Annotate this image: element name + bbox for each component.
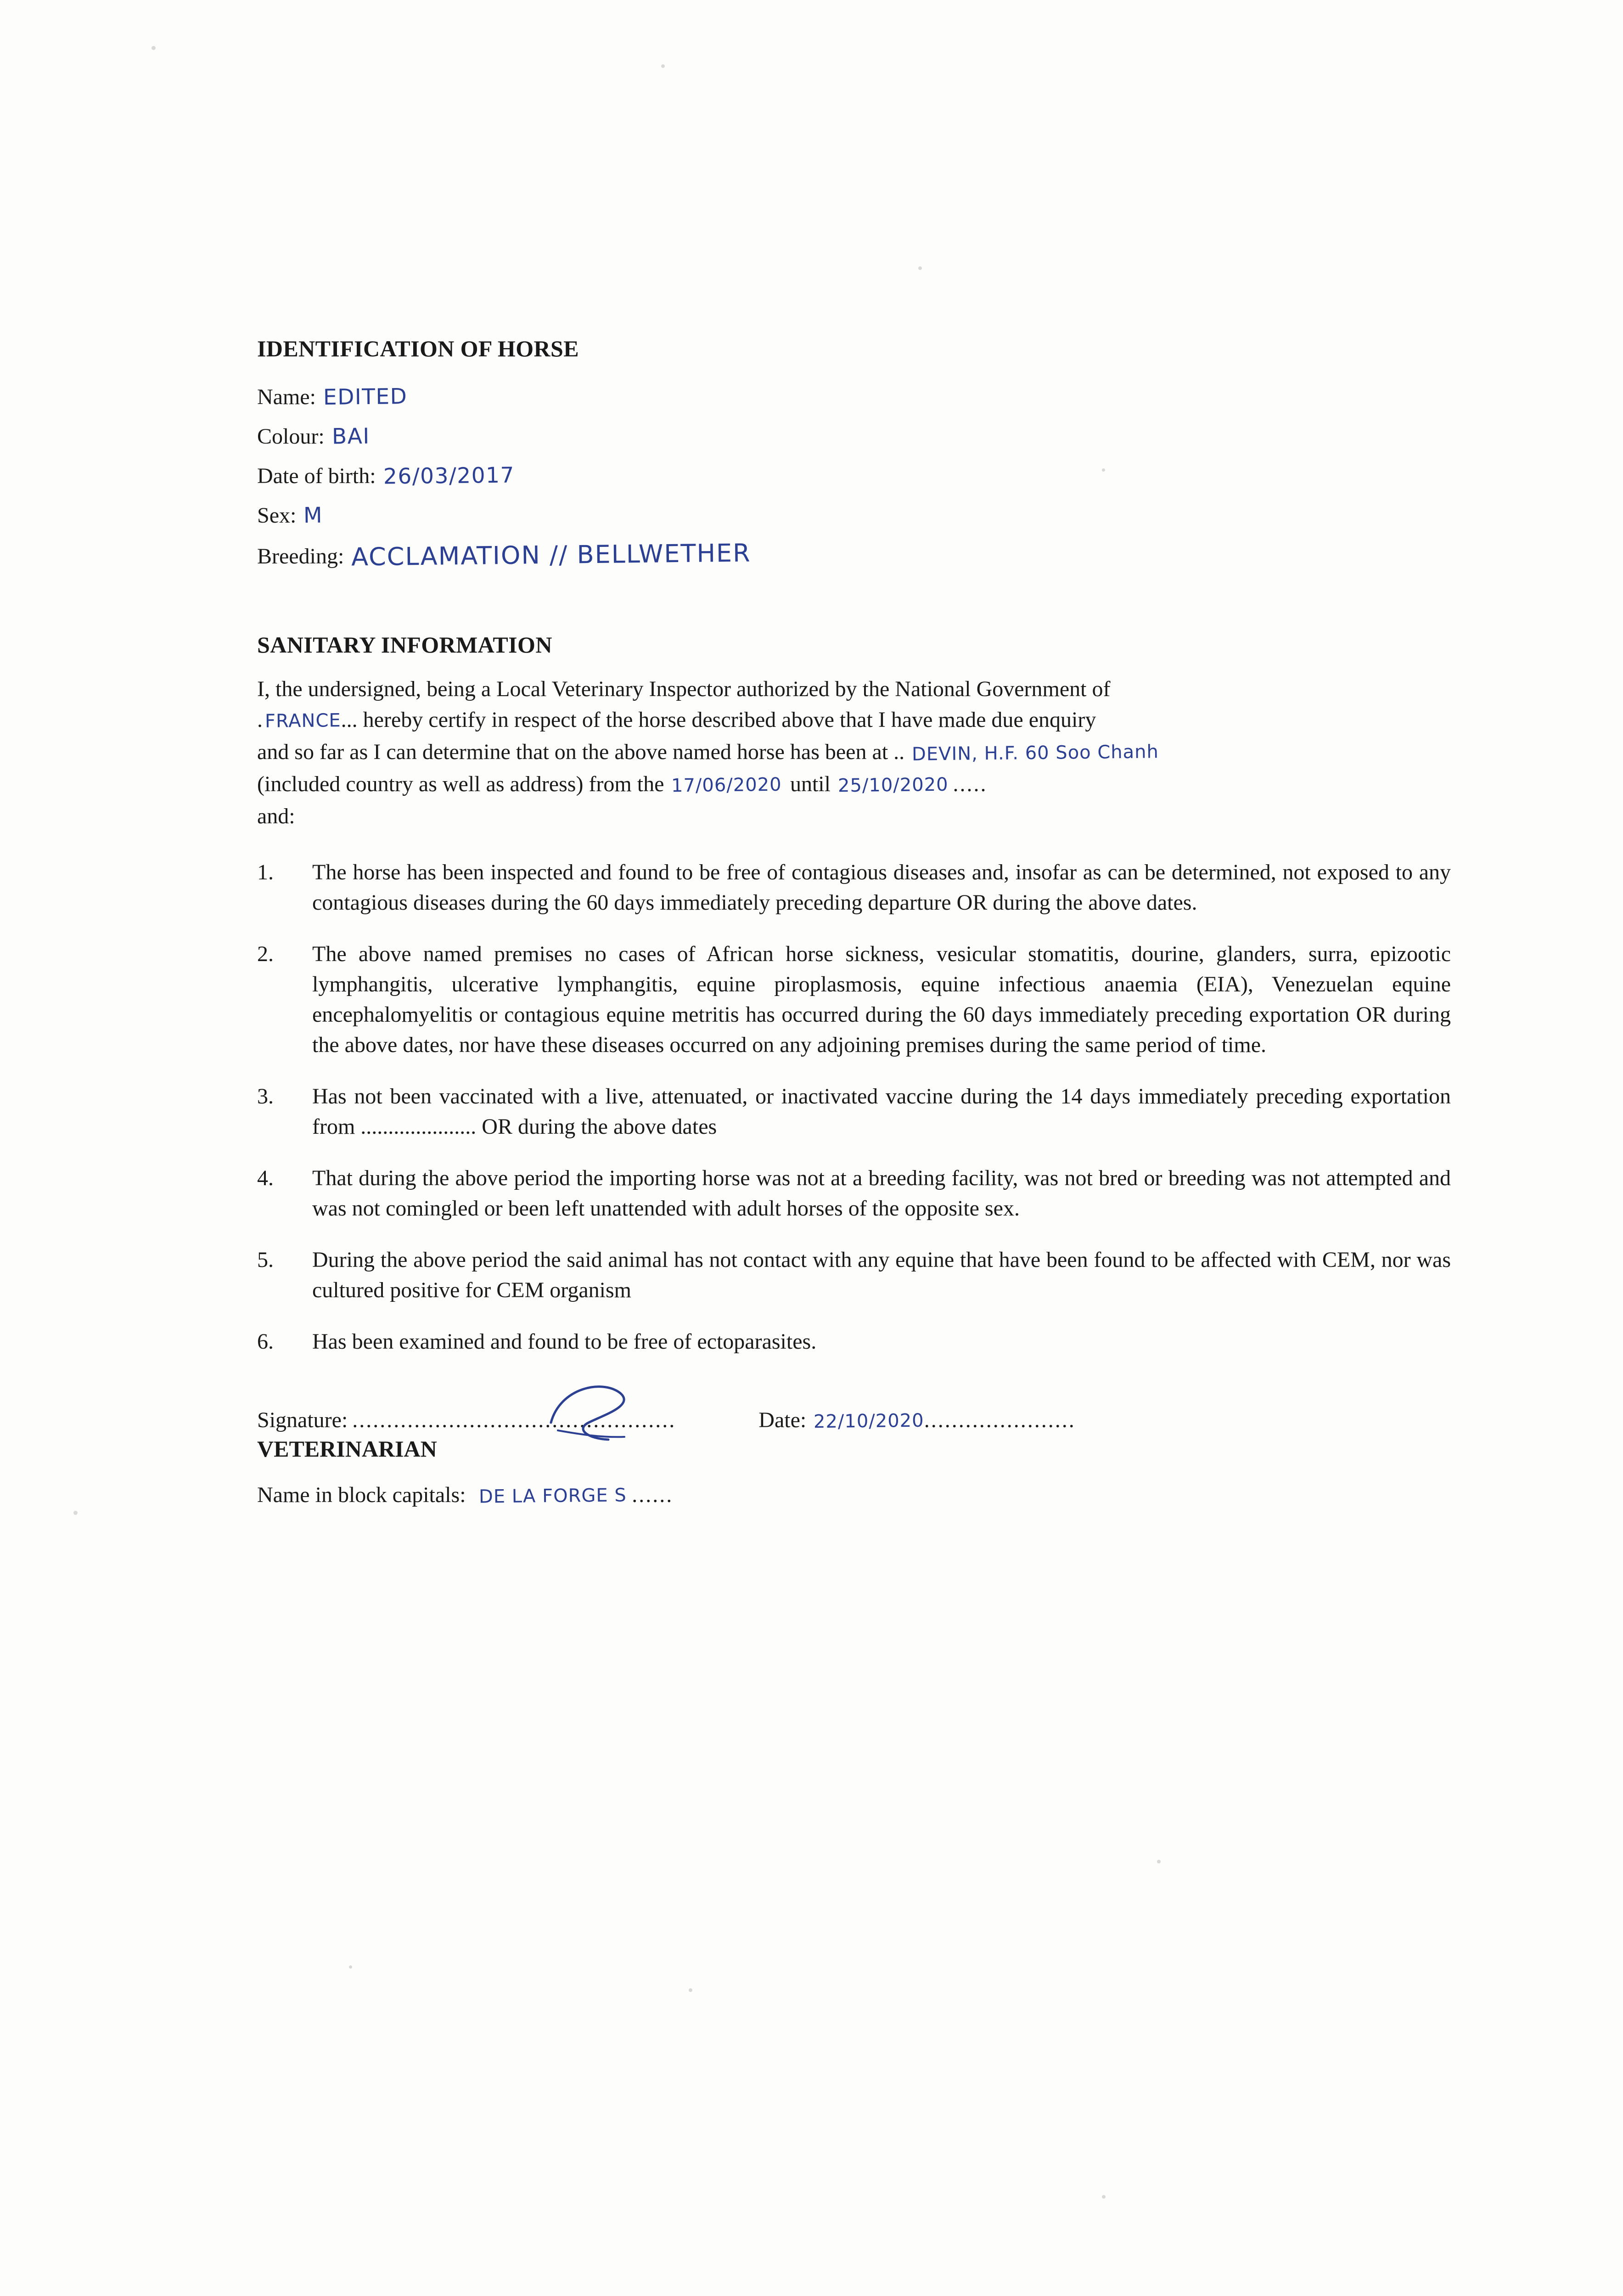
scan-speck (152, 46, 156, 50)
field-breeding-value: ACCLAMATION // BELLWETHER (351, 538, 752, 572)
sanitary-paragraph (257, 674, 1451, 832)
field-breeding (257, 535, 1451, 576)
name-in-block-capitals-row (257, 1482, 1451, 1508)
identification-heading: IDENTIFICATION OF HORSE (257, 336, 579, 361)
sanitary-line-3 (257, 737, 1451, 769)
clause-item (257, 1163, 1451, 1224)
sanitary-and-label: and: (257, 804, 295, 828)
sanitary-line-1 (257, 674, 1451, 704)
sanitary-line-2 (257, 704, 1451, 737)
sanitary-line-5 (257, 801, 1451, 832)
clause-item (257, 857, 1451, 918)
field-date-of-birth (257, 456, 1451, 496)
clause-item (257, 939, 1451, 1060)
field-name-value: EDITED (323, 384, 408, 410)
field-date-of-birth-value: 26/03/2017 (383, 462, 515, 490)
sanitary-line-4-text: (included country as well as address) from the (257, 772, 664, 796)
clause-item (257, 1245, 1451, 1306)
sanitary-heading: SANITARY INFORMATION (257, 632, 552, 658)
date-value: 22/10/2020 (814, 1410, 925, 1433)
field-sex-label: Sex: (257, 503, 297, 528)
name-in-block-capitals-dots: ...... (632, 1483, 674, 1507)
clause-number: 3. (257, 1084, 274, 1109)
clause-text: The above named premises no cases of African horse sickness, vesicular stomatitis, dourine, glanders, surra, epizootic lymphangitis, ulcerative lymphangitis, equine piroplasmosis, equine infectious anaemia (EIA), Venezuelan equine encephalomyelitis or contagious equine metritis has occurred during the 60 days immediately preceding exportation OR during the above dates, nor have these diseases occurred on any adjoining premises during the same period of time. (312, 942, 1451, 1057)
clause-number: 1. (257, 860, 274, 884)
sanitary-date-until: 25/10/2020 (837, 774, 949, 797)
field-name (257, 377, 1451, 417)
sanitary-country-value: FRANCE (264, 710, 341, 732)
clause-text: Has not been vaccinated with a live, attenuated, or inactivated vaccine during the 14 days immediately preceding exportation from ..................... OR during the above dates (312, 1084, 1451, 1139)
name-in-block-capitals-label: Name in block capitals: (257, 1483, 466, 1507)
sanitary-line-4 (257, 769, 1451, 801)
clause-text: That during the above period the importing horse was not at a breeding facility, was not bred or breeding was not attempted and was not comingled or been left unattended with adult horses of the opposite sex. (312, 1166, 1451, 1221)
field-colour-label: Colour: (257, 424, 325, 449)
signature-line (257, 1407, 1451, 1433)
clause-text: Has been examined and found to be free of ectoparasites. (312, 1329, 817, 1354)
signature-block (257, 1407, 1451, 1508)
field-colour (257, 417, 1451, 456)
sanitary-trailing-dots: ..... (953, 772, 988, 796)
clause-number: 4. (257, 1166, 274, 1190)
sanitary-premises-value: DEVIN, H.F. 60 Soo Chanh (911, 741, 1159, 765)
signature-dots: ............................................... (352, 1408, 676, 1432)
form-body (257, 335, 1451, 1508)
scan-speck (661, 64, 665, 68)
field-sex (257, 496, 1451, 535)
field-breeding-label: Breeding: (257, 544, 344, 568)
clause-item (257, 1327, 1451, 1357)
field-date-of-birth-label: Date of birth: (257, 464, 376, 488)
scan-speck (918, 266, 922, 270)
sanitary-line-3-text: and so far as I can determine that on the above named horse has been at .. (257, 740, 905, 764)
scan-speck (689, 1988, 692, 1992)
clause-text: The horse has been inspected and found to be free of contagious diseases and, insofar as can be determined, not exposed to any contagious diseases during the 60 days immediately preceding departure OR during the above dates. (312, 860, 1451, 915)
veterinarian-label: VETERINARIAN (257, 1436, 437, 1462)
clause-item (257, 1081, 1451, 1142)
sanitary-country-dots: . (257, 708, 264, 732)
scan-speck (73, 1511, 78, 1515)
clause-number: 2. (257, 942, 274, 966)
scan-speck (1102, 2195, 1106, 2199)
clause-number: 6. (257, 1329, 274, 1354)
sanitary-until-label: until (790, 772, 831, 796)
clause-list (257, 857, 1451, 1357)
date-dots: ...................... (924, 1408, 1076, 1432)
date-label: Date: (758, 1408, 807, 1432)
field-sex-value: M (303, 502, 323, 529)
field-name-label: Name: (257, 385, 316, 409)
signature-label: Signature: (257, 1408, 348, 1432)
sanitary-date-from: 17/06/2020 (671, 774, 782, 797)
scan-speck (349, 1965, 352, 1969)
sanitary-line-1-text: I, the undersigned, being a Local Veterinary Inspector authorized by the National Government of (257, 677, 1111, 701)
clause-text: During the above period the said animal has not contact with any equine that have been found to be affected with CEM, nor was cultured positive for CEM organism (312, 1248, 1451, 1302)
clause-number: 5. (257, 1248, 274, 1272)
field-colour-value: BAI (331, 423, 370, 450)
name-in-block-capitals-value: DE LA FORGE S (478, 1485, 627, 1508)
sanitary-line-2-text: ... hereby certify in respect of the horse described above that I have made due enquiry (341, 708, 1096, 732)
scan-speck (1157, 1860, 1161, 1863)
